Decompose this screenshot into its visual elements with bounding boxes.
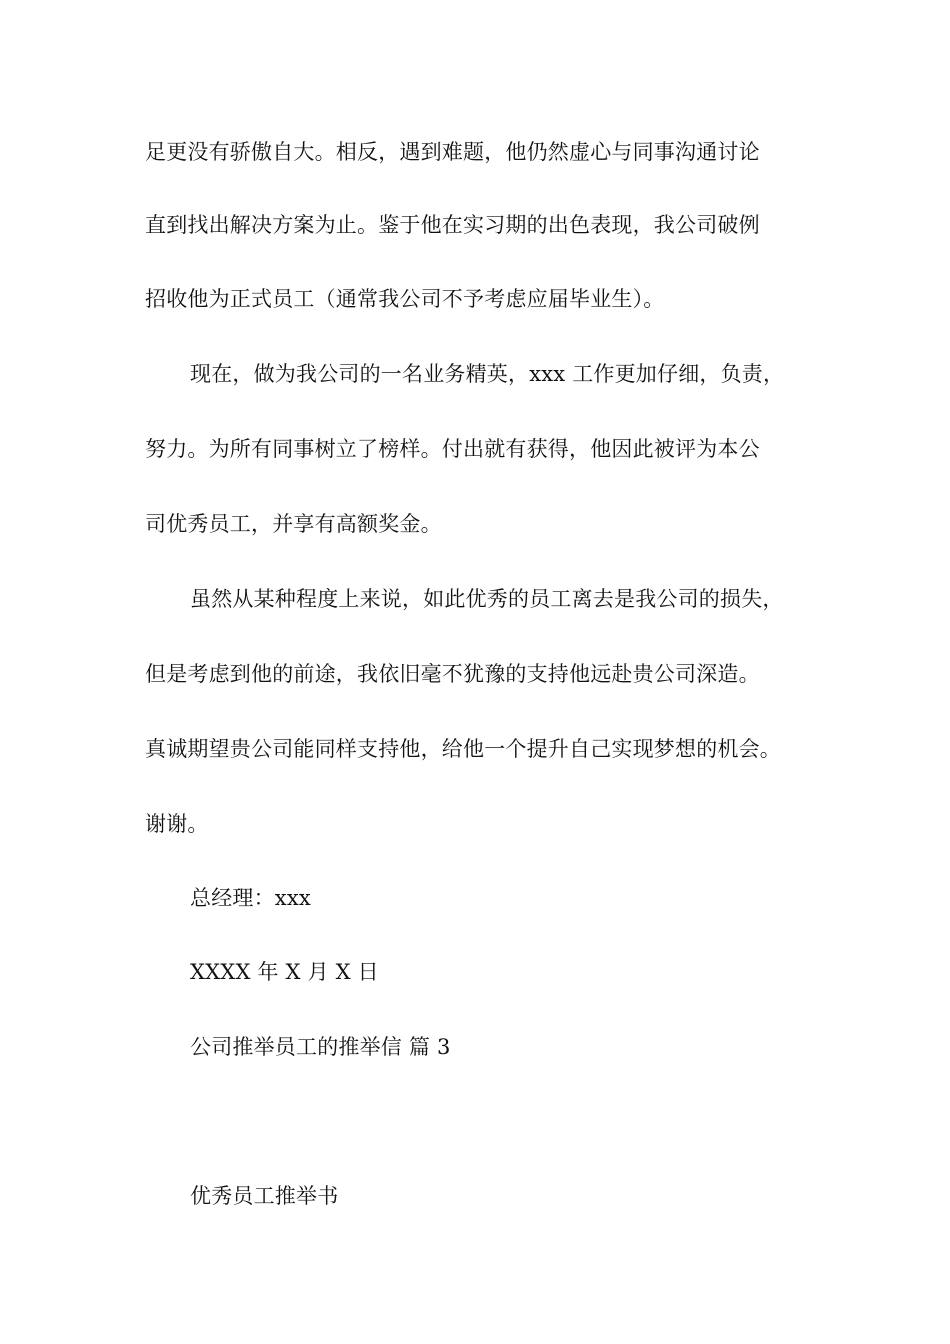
section-heading: 公司推举员工的推举信 篇 3	[190, 1035, 451, 1059]
paragraph-line: 但是考虑到他的前途，我依旧毫不犹豫的支持他远赴贵公司深造。	[145, 662, 760, 686]
date-line: XXXX 年 X 月 X 日	[190, 960, 379, 984]
document-title: 优秀员工推举书	[190, 1184, 339, 1208]
closing-thanks: 谢谢。	[145, 812, 209, 836]
paragraph-line: 足更没有骄傲自大。相反，遇到难题，他仍然虚心与同事沟通讨论	[145, 140, 760, 164]
paragraph-line: 招收他为正式员工（通常我公司不予考虑应届毕业生）。	[145, 287, 665, 311]
signature-line: 总经理：xxx	[190, 886, 311, 910]
paragraph-line: 司优秀员工，并享有高额奖金。	[145, 512, 442, 536]
paragraph-line: 努力。为所有同事树立了榜样。付出就有获得，他因此被评为本公	[145, 437, 760, 461]
paragraph-line: 真诚期望贵公司能同样支持他，给他一个提升自己实现梦想的机会。	[145, 737, 781, 761]
paragraph-line: 虽然从某种程度上来说，如此优秀的员工离去是我公司的损失，	[190, 587, 784, 611]
paragraph-line: 直到找出解决方案为止。鉴于他在实习期的出色表现，我公司破例	[145, 213, 760, 237]
paragraph-line: 现在，做为我公司的一名业务精英，xxx 工作更加仔细，负责，	[190, 362, 785, 386]
